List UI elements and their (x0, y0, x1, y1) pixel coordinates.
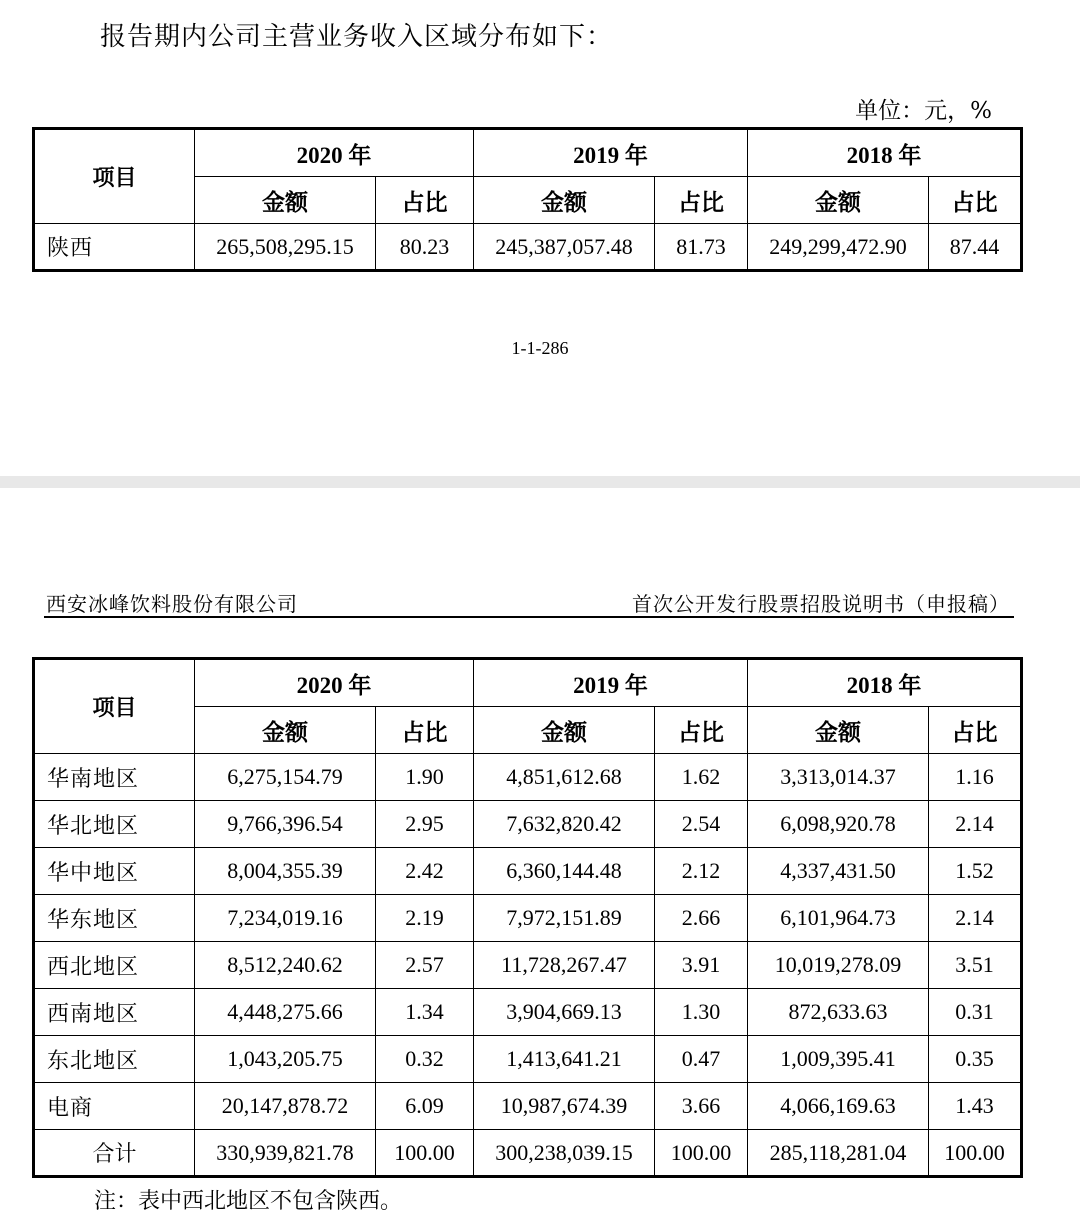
ratio-header: 占比 (376, 707, 474, 754)
region-name: 陕西 (34, 224, 195, 271)
amount-2020: 8,512,240.62 (195, 942, 376, 989)
total-amount-2019: 300,238,039.15 (474, 1130, 655, 1177)
ratio-2018: 1.16 (929, 754, 1022, 801)
ratio-2018: 87.44 (929, 224, 1022, 271)
page-number: 1-1-286 (511, 338, 569, 358)
year-header-2019: 2019 年 (474, 659, 748, 707)
year-header-2018: 2018 年 (748, 659, 1022, 707)
ratio-header: 占比 (929, 177, 1022, 224)
region-name: 华东地区 (34, 895, 195, 942)
amount-2018: 249,299,472.90 (748, 224, 929, 271)
ratio-header: 占比 (376, 177, 474, 224)
ratio-2019: 1.62 (655, 754, 748, 801)
ratio-2019: 3.91 (655, 942, 748, 989)
table-row (34, 754, 1022, 801)
amount-2019: 7,632,820.42 (474, 801, 655, 848)
ratio-2020: 1.34 (376, 989, 474, 1036)
amount-2018: 4,337,431.50 (748, 848, 929, 895)
ratio-2019: 0.47 (655, 1036, 748, 1083)
item-header: 项目 (34, 129, 195, 224)
amount-2019: 4,851,612.68 (474, 754, 655, 801)
header-rule (44, 616, 1014, 618)
amount-2020: 1,043,205.75 (195, 1036, 376, 1083)
year-header-2020: 2020 年 (195, 129, 474, 177)
amount-2018: 872,633.63 (748, 989, 929, 1036)
unit-label: 单位：元，% (855, 98, 992, 124)
ratio-2020: 1.90 (376, 754, 474, 801)
region-name: 华北地区 (34, 801, 195, 848)
amount-2019: 10,987,674.39 (474, 1083, 655, 1130)
ratio-2018: 2.14 (929, 895, 1022, 942)
table-row (34, 1083, 1022, 1130)
amount-header: 金额 (748, 177, 929, 224)
ratio-2018: 3.51 (929, 942, 1022, 989)
amount-2020: 9,766,396.54 (195, 801, 376, 848)
ratio-2020: 2.95 (376, 801, 474, 848)
table-row (34, 224, 1022, 271)
amount-2019: 245,387,057.48 (474, 224, 655, 271)
amount-2020: 8,004,355.39 (195, 848, 376, 895)
ratio-2019: 2.12 (655, 848, 748, 895)
ratio-2019: 2.54 (655, 801, 748, 848)
amount-2018: 6,098,920.78 (748, 801, 929, 848)
amount-2020: 20,147,878.72 (195, 1083, 376, 1130)
amount-2019: 6,360,144.48 (474, 848, 655, 895)
region-name: 西南地区 (34, 989, 195, 1036)
ratio-2018: 2.14 (929, 801, 1022, 848)
total-amount-2018: 285,118,281.04 (748, 1130, 929, 1177)
ratio-2018: 0.35 (929, 1036, 1022, 1083)
table-row (34, 1036, 1022, 1083)
amount-2020: 265,508,295.15 (195, 224, 376, 271)
ratio-header: 占比 (655, 707, 748, 754)
amount-2019: 7,972,151.89 (474, 895, 655, 942)
ratio-2020: 2.42 (376, 848, 474, 895)
amount-2018: 10,019,278.09 (748, 942, 929, 989)
ratio-2018: 1.43 (929, 1083, 1022, 1130)
table-row (34, 801, 1022, 848)
document-title: 首次公开发行股票招股说明书（申报稿） (632, 592, 1010, 616)
page-divider (0, 476, 1080, 488)
total-amount-2020: 330,939,821.78 (195, 1130, 376, 1177)
ratio-2018: 1.52 (929, 848, 1022, 895)
item-header: 项目 (34, 659, 195, 754)
region-name: 东北地区 (34, 1036, 195, 1083)
company-name: 西安冰峰饮料股份有限公司 (46, 592, 298, 616)
total-ratio-2019: 100.00 (655, 1130, 748, 1177)
total-row (34, 1130, 1022, 1177)
ratio-header: 占比 (929, 707, 1022, 754)
ratio-2020: 6.09 (376, 1083, 474, 1130)
amount-header: 金额 (195, 707, 376, 754)
intro-text: 报告期内公司主营业务收入区域分布如下： (100, 22, 614, 52)
amount-header: 金额 (474, 177, 655, 224)
amount-2018: 3,313,014.37 (748, 754, 929, 801)
table-row (34, 895, 1022, 942)
amount-2018: 1,009,395.41 (748, 1036, 929, 1083)
ratio-2020: 80.23 (376, 224, 474, 271)
amount-header: 金额 (748, 707, 929, 754)
ratio-2019: 3.66 (655, 1083, 748, 1130)
amount-2019: 11,728,267.47 (474, 942, 655, 989)
ratio-2020: 0.32 (376, 1036, 474, 1083)
total-ratio-2018: 100.00 (929, 1130, 1022, 1177)
footnote: 注：表中西北地区不包含陕西。 (94, 1189, 403, 1214)
table-row (34, 989, 1022, 1036)
ratio-2019: 1.30 (655, 989, 748, 1036)
region-revenue-table-top (32, 127, 1023, 272)
year-header-2018: 2018 年 (748, 129, 1022, 177)
amount-2018: 6,101,964.73 (748, 895, 929, 942)
region-name: 电商 (34, 1083, 195, 1130)
amount-2020: 4,448,275.66 (195, 989, 376, 1036)
ratio-2020: 2.57 (376, 942, 474, 989)
amount-header: 金额 (195, 177, 376, 224)
ratio-2019: 2.66 (655, 895, 748, 942)
amount-2019: 1,413,641.21 (474, 1036, 655, 1083)
region-name: 华中地区 (34, 848, 195, 895)
ratio-2019: 81.73 (655, 224, 748, 271)
total-label: 合计 (34, 1130, 195, 1177)
amount-2020: 7,234,019.16 (195, 895, 376, 942)
year-header-2020: 2020 年 (195, 659, 474, 707)
amount-2018: 4,066,169.63 (748, 1083, 929, 1130)
amount-2020: 6,275,154.79 (195, 754, 376, 801)
amount-2019: 3,904,669.13 (474, 989, 655, 1036)
region-name: 华南地区 (34, 754, 195, 801)
region-name: 西北地区 (34, 942, 195, 989)
ratio-header: 占比 (655, 177, 748, 224)
region-revenue-table (32, 657, 1023, 1178)
table-row (34, 848, 1022, 895)
total-ratio-2020: 100.00 (376, 1130, 474, 1177)
table-row (34, 942, 1022, 989)
ratio-2018: 0.31 (929, 989, 1022, 1036)
amount-header: 金额 (474, 707, 655, 754)
year-header-2019: 2019 年 (474, 129, 748, 177)
ratio-2020: 2.19 (376, 895, 474, 942)
